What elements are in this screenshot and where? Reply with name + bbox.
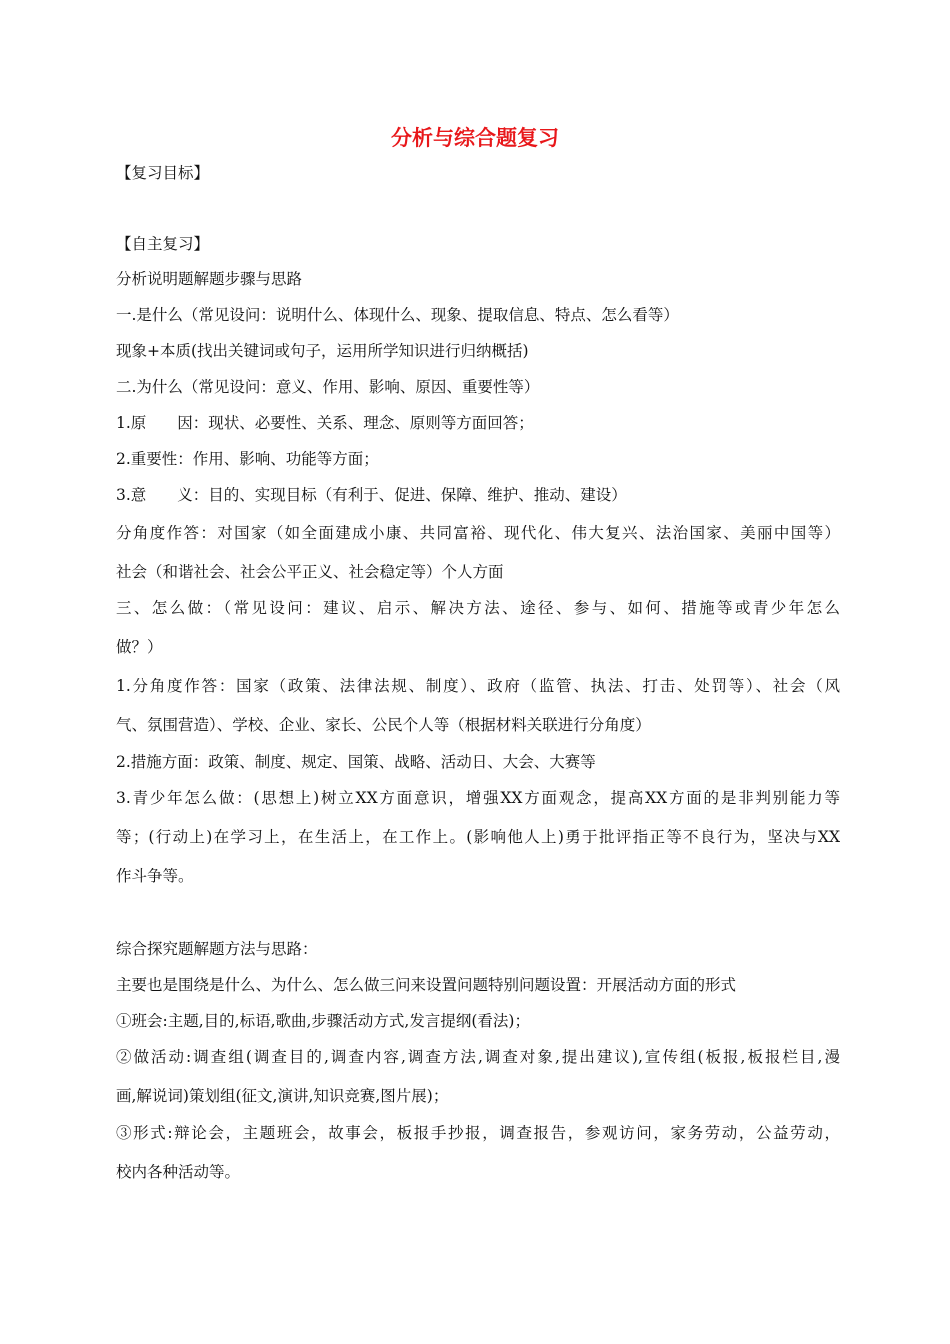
text-line: 2.重要性：作用、影响、功能等方面； [116,450,379,468]
text-line: 主要也是围绕是什么、为什么、怎么做三问来设置问题特别问题设置：开展活动方面的形式 [116,976,737,994]
text-line: 二.为什么（常见设问：意义、作用、影响、原因、重要性等） [116,378,540,396]
text-line: 分析说明题解题步骤与思路 [116,270,303,288]
text-line: 一.是什么（常见设问：说明什么、体现什么、现象、提取信息、特点、怎么看等） [116,306,679,324]
section-header-review-goals: 【复习目标】 [116,164,210,182]
section-header-self-review: 【自主复习】 [116,235,210,253]
text-line: 三、怎么做：（常见设问：建议、启示、解决方法、途径、参与、如何、措施等或青少年怎么 [116,599,840,617]
text-line: 3.青少年怎么做：(思想上)树立XX方面意识，增强XX方面观念，提高XX方面的是非判别能力等 [116,789,840,807]
text-line: 校内各种活动等。 [116,1163,241,1181]
text-line: 作斗争等。 [116,867,194,885]
text-line: 3.意 义：目的、实现目标（有利于、促进、保障、维护、推动、建设） [116,486,627,504]
text-line: 气、氛围营造）、学校、企业、家长、公民个人等（根据材料关联进行分角度） [116,716,651,734]
text-line: 现象+本质(找出关键词或句子，运用所学知识进行归纳概括) [116,342,529,360]
text-line: 做？） [116,638,163,656]
text-line: 2.措施方面：政策、制度、规定、国策、战略、活动日、大会、大赛等 [116,753,596,771]
text-line: 1.分角度作答：国家（政策、法律法规、制度）、政府（监管、执法、打击、处罚等）、社会（风 [116,677,840,695]
text-line: ②做活动:调查组(调查目的,调查内容,调查方法,调查对象,提出建议),宣传组(板报,板报栏目,漫 [116,1048,840,1066]
text-line: 画,解说词)策划组(征文,演讲,知识竞赛,图片展)； [116,1087,449,1105]
text-line: 综合探究题解题方法与思路： [116,940,318,958]
text-line: 社会（和谐社会、社会公平正义、社会稳定等）个人方面 [116,563,504,581]
text-line: 1.原 因：现状、必要性、关系、理念、原则等方面回答； [116,414,534,432]
text-line: 分角度作答：对国家（如全面建成小康、共同富裕、现代化、伟大复兴、法治国家、美丽中国等） [116,524,840,542]
text-line: ①班会:主题,目的,标语,歌曲,步骤活动方式,发言提纲(看法)； [116,1012,530,1030]
text-line: 等；(行动上)在学习上，在生活上，在工作上。(影响他人上)勇于批评指正等不良行为，坚决与XX [116,828,840,846]
page-title: 分析与综合题复习 [391,126,559,150]
text-line: ③形式:辩论会，主题班会，故事会，板报手抄报，调查报告，参观访问，家务劳动，公益劳动， [116,1124,840,1142]
